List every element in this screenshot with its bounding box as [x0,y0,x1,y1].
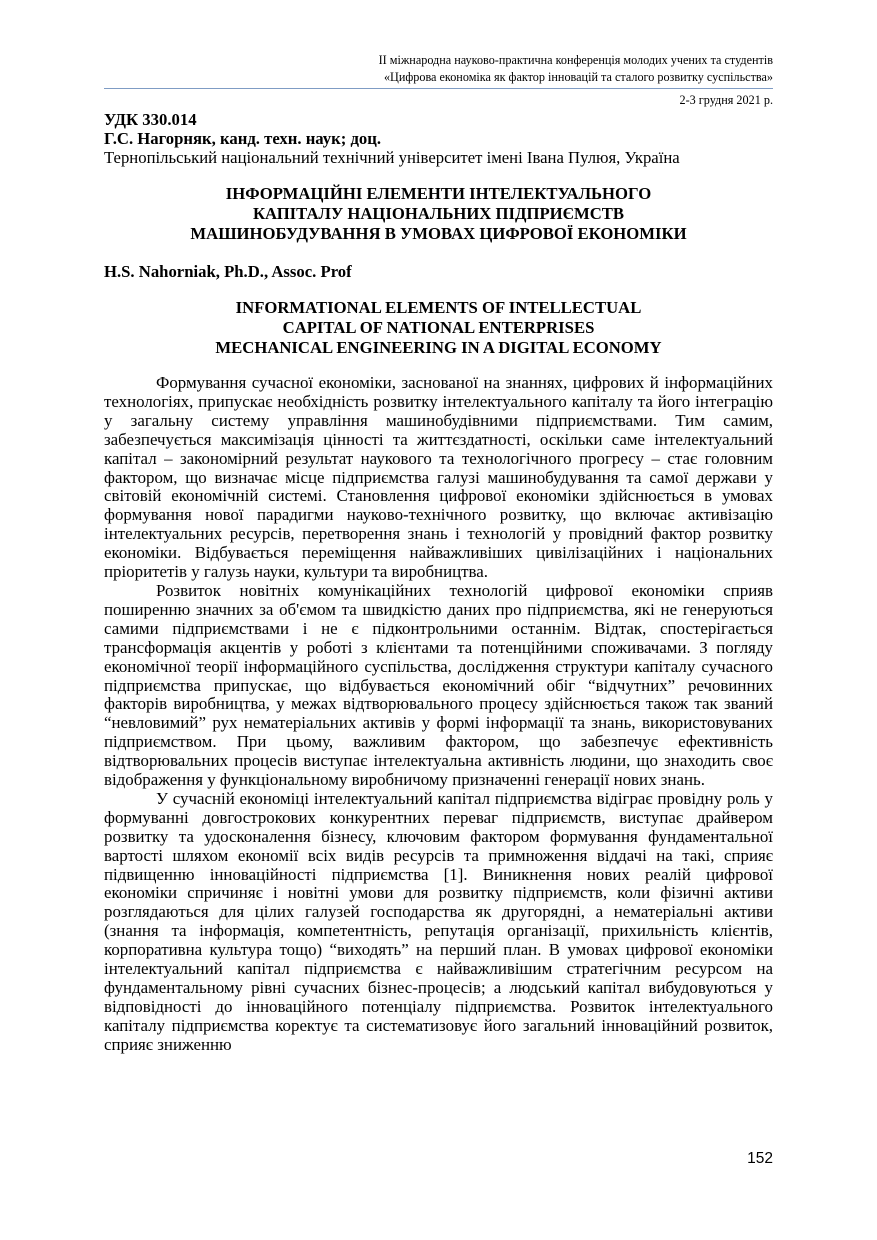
body-paragraph: У сучасній економіці інтелектуальний капітал підприємства відіграє провідну роль у формуванні довгострокових конкурентних переваг підприємств, виступає драйвером розвитку та удосконалення бізнесу, ключовим фактором формування фундаментальної вартості шляхом економії всіх видів ресурсів та примноження віддачі на такі, сприяє підвищенню інноваційності підприємства [1]. Виникнення нових реалій цифрової економіки спричиняє і новітні умови для розвитку підприємств, коли фізичні активи розглядаються для цілих галузей господарства як другорядні, а нематеріальні активи (знання та інформація, компетентність, репутація організації, прихильність клієнтів, корпоративна культура тощо) “виходять” на перший план. В умовах цифрової економіки інтелектуальний капітал підприємства є найважливішим стратегічним ресурсом на фундаментальному рівні сучасних бізнес-процесів; а людський капітал вибудовуються у відповідності до інноваційного потенціалу підприємства. Розвиток інтелектуального капіталу підприємства коректує та систематизовує його загальний інноваційний розвиток, сприяє зниженню [104,788,773,1054]
running-header [104,52,773,86]
body-paragraph: Розвиток новітніх комунікаційних технологій цифрової економіки сприяв поширенню значних за об'ємом та швидкістю даних про підприємства, які не генеруються самими підприємствами і не є підконтрольними останнім. Відтак, спостерігається трансформація акцентів у роботі з клієнтами та потенційними споживачами. З погляду економічної теорії інформаційного суспільства, дослідження структури капіталу сучасного підприємства припускає, що відбувається економічний обіг “відчутних” речовинних факторів виробництва, у межах відтворювального процесу здійснюється також так званий “невловимий” рух нематеріальних активів у формі інформації та знань, використовуваних підприємством. При цьому, важливим фактором, що забезпечує ефективність відтворювальних процесів виступає інтелектуальна активність людини, що знаходить своє відображення у функціональному виробничому призначенні генерації нових знань. [104,580,773,790]
front-matter [104,110,773,167]
title-en-line: CAPITAL OF NATIONAL ENTERPRISES [282,318,595,337]
title-ua-line: КАПІТАЛУ НАЦІОНАЛЬНИХ ПІДПРИЄМСТВ [252,204,625,223]
author-en: H.S. Nahorniak, Ph.D., Assoc. Prof [104,262,352,281]
title-en-line: INFORMATIONAL ELEMENTS OF INTELLECTUAL [235,298,642,317]
page-number: 152 [747,1150,773,1167]
affiliation: Тернопільський національний технічний університет імені Івана Пулюя, Україна [104,148,680,167]
title-ua-line: ІНФОРМАЦІЙНІ ЕЛЕМЕНТИ ІНТЕЛЕКТУАЛЬНОГО [225,184,652,203]
conference-name-line-2: «Цифрова економіка як фактор інновацій та сталого розвитку суспільства» [383,70,773,84]
title-ukrainian [104,184,773,244]
title-english [104,298,773,358]
conference-date: 2-3 грудня 2021 р. [679,93,773,107]
header-rule [104,88,773,89]
udc-code: УДК 330.014 [104,110,197,129]
author-ua: Г.С. Нагорняк, канд. техн. наук; доц. [104,129,382,148]
title-en-line: MECHANICAL ENGINEERING IN A DIGITAL ECONOMY [215,338,662,357]
conference-name-line-1: ІІ міжнародна науково-практична конференція молодих учених та студентів [378,53,773,67]
body-paragraph: Формування сучасної економіки, заснованої на знаннях, цифрових й інформаційних технологіях, припускає необхідність розвитку інтелектуального капіталу та його інтеграцію у загальну систему управління машинобудівними підприємствами. Тим самим, забезпечується максимізація цінності та життєздатності, оскільки саме інтелектуальний капітал – закономірний результат наукового та технологічного прогресу – стає головним фактором, що визначає місце підприємства галузі машинобудування та самої держави у світовій економічній системі. Становлення цифрової економіки здійснюється в умовах формування нової парадигми науково-технічного розвитку, що включає активізацію інтелектуальних ресурсів, перетворення знань і технологій у провідний фактор розвитку економіки. Відбувається переміщення найважливіших цивілізаційних і національних пріоритетів у галузь науки, культури та виробництва. [104,373,773,582]
body-text [104,374,773,1055]
title-ua-line: МАШИНОБУДУВАННЯ В УМОВАХ ЦИФРОВОЇ ЕКОНОМІКИ [190,224,687,243]
